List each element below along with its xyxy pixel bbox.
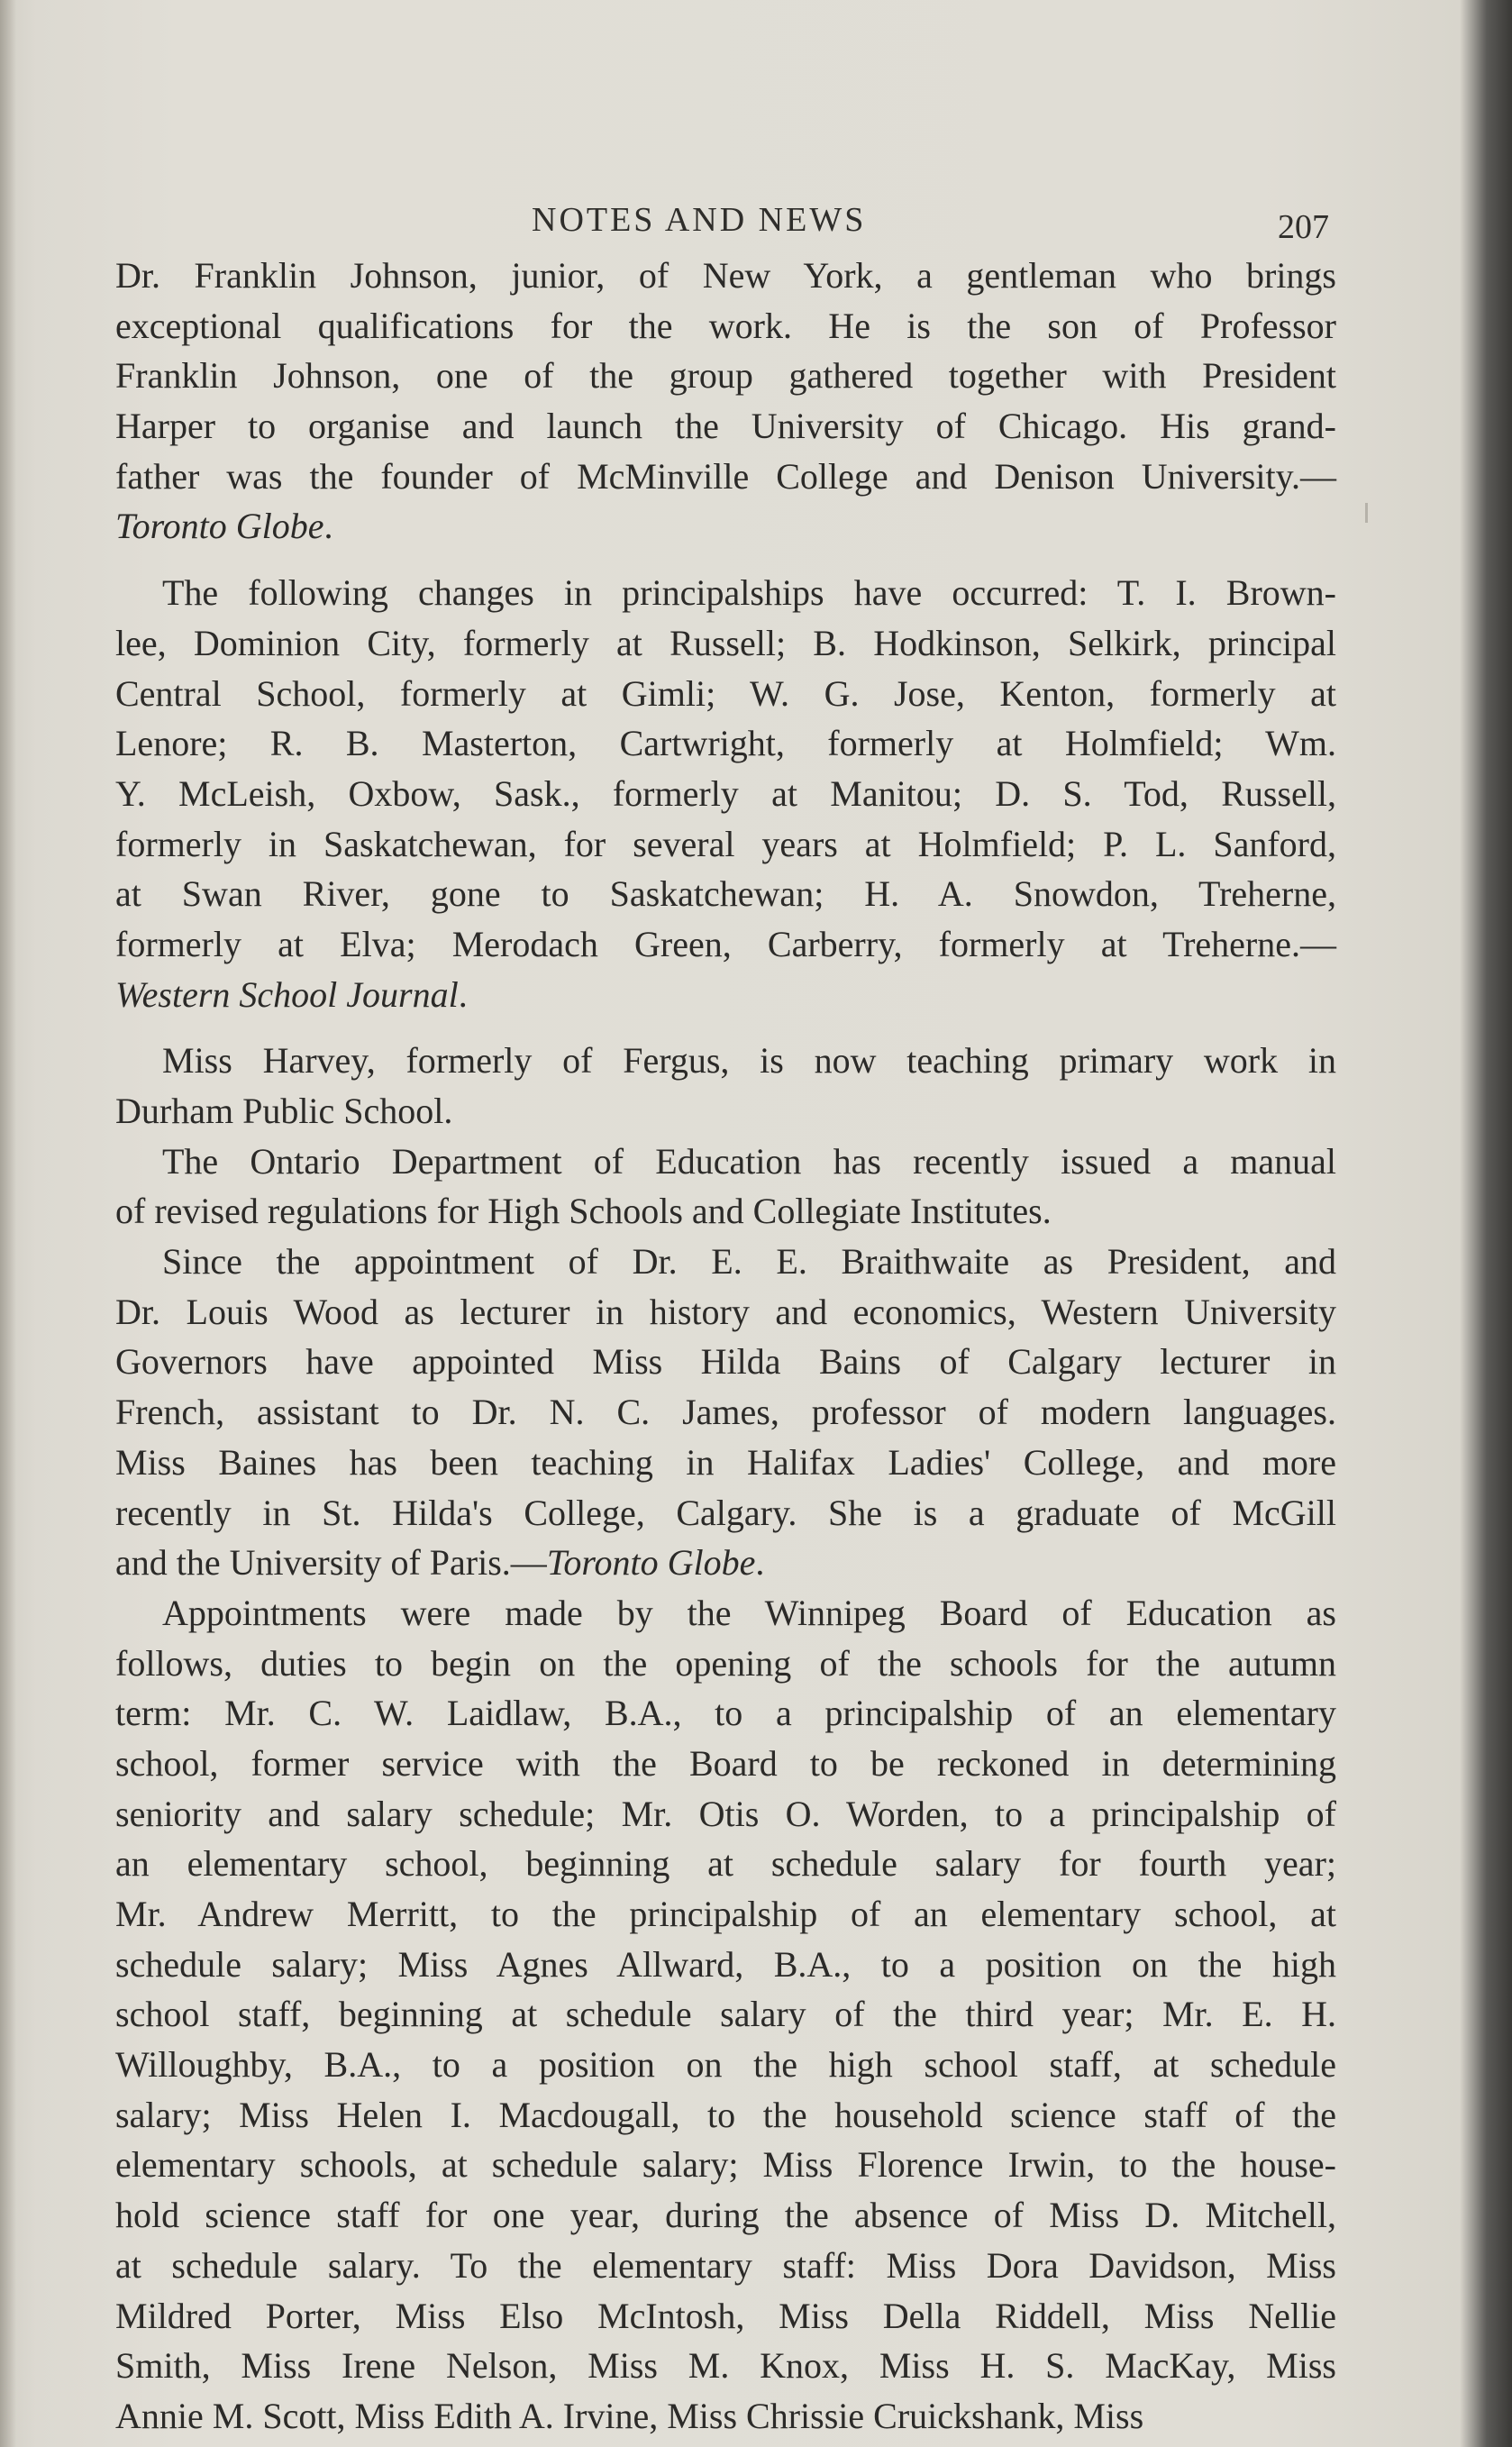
source-citation: Toronto Globe — [115, 506, 324, 547]
text-line: Mildred Porter, Miss Elso McIntosh, Miss Della Riddell, Miss Nellie — [115, 2295, 1336, 2336]
text-line: lee, Dominion City, formerly at Russell; B. Hodkinson, Selkirk, principal — [115, 622, 1336, 663]
text-line: Appointments were made by the Winnipeg Board of Education as — [162, 1592, 1336, 1633]
paragraph — [115, 1237, 1336, 1588]
text-line: elementary schools, at schedule salary; Miss Florence Irwin, to the house- — [115, 2144, 1336, 2186]
paragraph — [115, 251, 1336, 552]
text-line: Toronto Globe. — [115, 506, 333, 547]
text-line: Dr. Louis Wood as lecturer in history and economics, Western University — [115, 1291, 1336, 1332]
text-line: Franklin Johnson, one of the group gathered together with President — [115, 355, 1336, 397]
text-line: Miss Harvey, formerly of Fergus, is now teaching primary work in — [162, 1040, 1336, 1082]
text-line: salary; Miss Helen I. Macdougall, to the household science staff of the — [115, 2094, 1336, 2135]
text-line: exceptional qualifications for the work. He is the son of Professor — [115, 305, 1336, 346]
text-line: Annie M. Scott, Miss Edith A. Irvine, Miss Chrissie Cruickshank, Miss — [115, 2395, 1144, 2436]
text-line: Since the appointment of Dr. E. E. Braithwaite as President, and — [162, 1241, 1336, 1283]
text-line: Miss Baines has been teaching in Halifax Ladies' College, and more — [115, 1441, 1336, 1483]
text-line: Lenore; R. B. Masterton, Cartwright, formerly at Holmfield; Wm. — [115, 723, 1336, 764]
text-line: formerly in Saskatchewan, for several years at Holmfield; P. L. Sanford, — [115, 823, 1336, 864]
text-line: an elementary school, beginning at schedule salary for fourth year; — [115, 1843, 1336, 1885]
paragraph — [115, 1137, 1336, 1237]
text-line: at Swan River, gone to Saskatchewan; H. A. Snowdon, Treherne, — [115, 873, 1336, 915]
paragraph — [115, 568, 1336, 1019]
text-line: The following changes in principalships have occurred: T. I. Brown- — [162, 572, 1336, 614]
source-citation: Western School Journal — [115, 973, 459, 1015]
text-line: follows, duties to begin on the opening of the schools for the autumn — [115, 1642, 1336, 1684]
text-line: Harper to organise and launch the University of Chicago. His grand- — [115, 406, 1336, 447]
page-number: 207 — [1278, 208, 1329, 246]
text-line: term: Mr. C. W. Laidlaw, B.A., to a principalship of an elementary — [115, 1693, 1336, 1734]
paragraph — [115, 1036, 1336, 1136]
text-line: seniority and salary schedule; Mr. Otis O. Worden, to a principalship of — [115, 1793, 1336, 1834]
text-line: at schedule salary. To the elementary staff: Miss Dora Davidson, Miss — [115, 2244, 1336, 2286]
paragraph — [115, 1588, 1336, 2442]
text-line: Western School Journal. — [115, 973, 468, 1015]
text-line: schedule salary; Miss Agnes Allward, B.A., to a position on the high — [115, 1943, 1336, 1985]
running-head: NOTES AND NEWS — [532, 201, 867, 239]
text-line: hold science staff for one year, during the absence of Miss D. Mitchell, — [115, 2195, 1336, 2236]
text-line: school, former service with the Board to be reckoned in determining — [115, 1742, 1336, 1784]
margin-mark — [1365, 503, 1368, 523]
text-line: school staff, beginning at schedule salary of the third year; Mr. E. H. — [115, 1994, 1336, 2035]
text-line: of revised regulations for High Schools and Collegiate Institutes. — [115, 1191, 1052, 1232]
text-line: Governors have appointed Miss Hilda Bains of Calgary lecturer in — [115, 1341, 1336, 1383]
source-citation: Toronto Globe — [546, 1542, 756, 1584]
text-line: father was the founder of McMinville College and Denison University.— — [115, 455, 1336, 497]
text-line: formerly at Elva; Merodach Green, Carberry, formerly at Treherne.— — [115, 923, 1336, 964]
body-text — [115, 251, 1336, 2442]
text-line: recently in St. Hilda's College, Calgary. She is a graduate of McGill — [115, 1492, 1336, 1533]
text-line: French, assistant to Dr. N. C. James, professor of modern languages. — [115, 1392, 1336, 1433]
text-line: Dr. Franklin Johnson, junior, of New York, a gentleman who brings — [115, 255, 1336, 296]
text-line: Y. McLeish, Oxbow, Sask., formerly at Manitou; D. S. Tod, Russell, — [115, 772, 1336, 814]
text-line: Durham Public School. — [115, 1091, 453, 1131]
paragraph-gap — [115, 552, 1336, 568]
paragraph-gap — [115, 1019, 1336, 1036]
text-line: Smith, Miss Irene Nelson, Miss M. Knox, Miss H. S. MacKay, Miss — [115, 2345, 1336, 2387]
text-line: The Ontario Department of Education has recently issued a manual — [162, 1140, 1336, 1182]
text-line: Mr. Andrew Merritt, to the principalship of an elementary school, at — [115, 1894, 1336, 1934]
text-line: Central School, formerly at Gimli; W. G. Jose, Kenton, formerly at — [115, 672, 1336, 714]
text-line: and the University of Paris.—Toronto Globe. — [115, 1542, 765, 1584]
text-line: Willoughby, B.A., to a position on the high school staff, at schedule — [115, 2044, 1336, 2086]
